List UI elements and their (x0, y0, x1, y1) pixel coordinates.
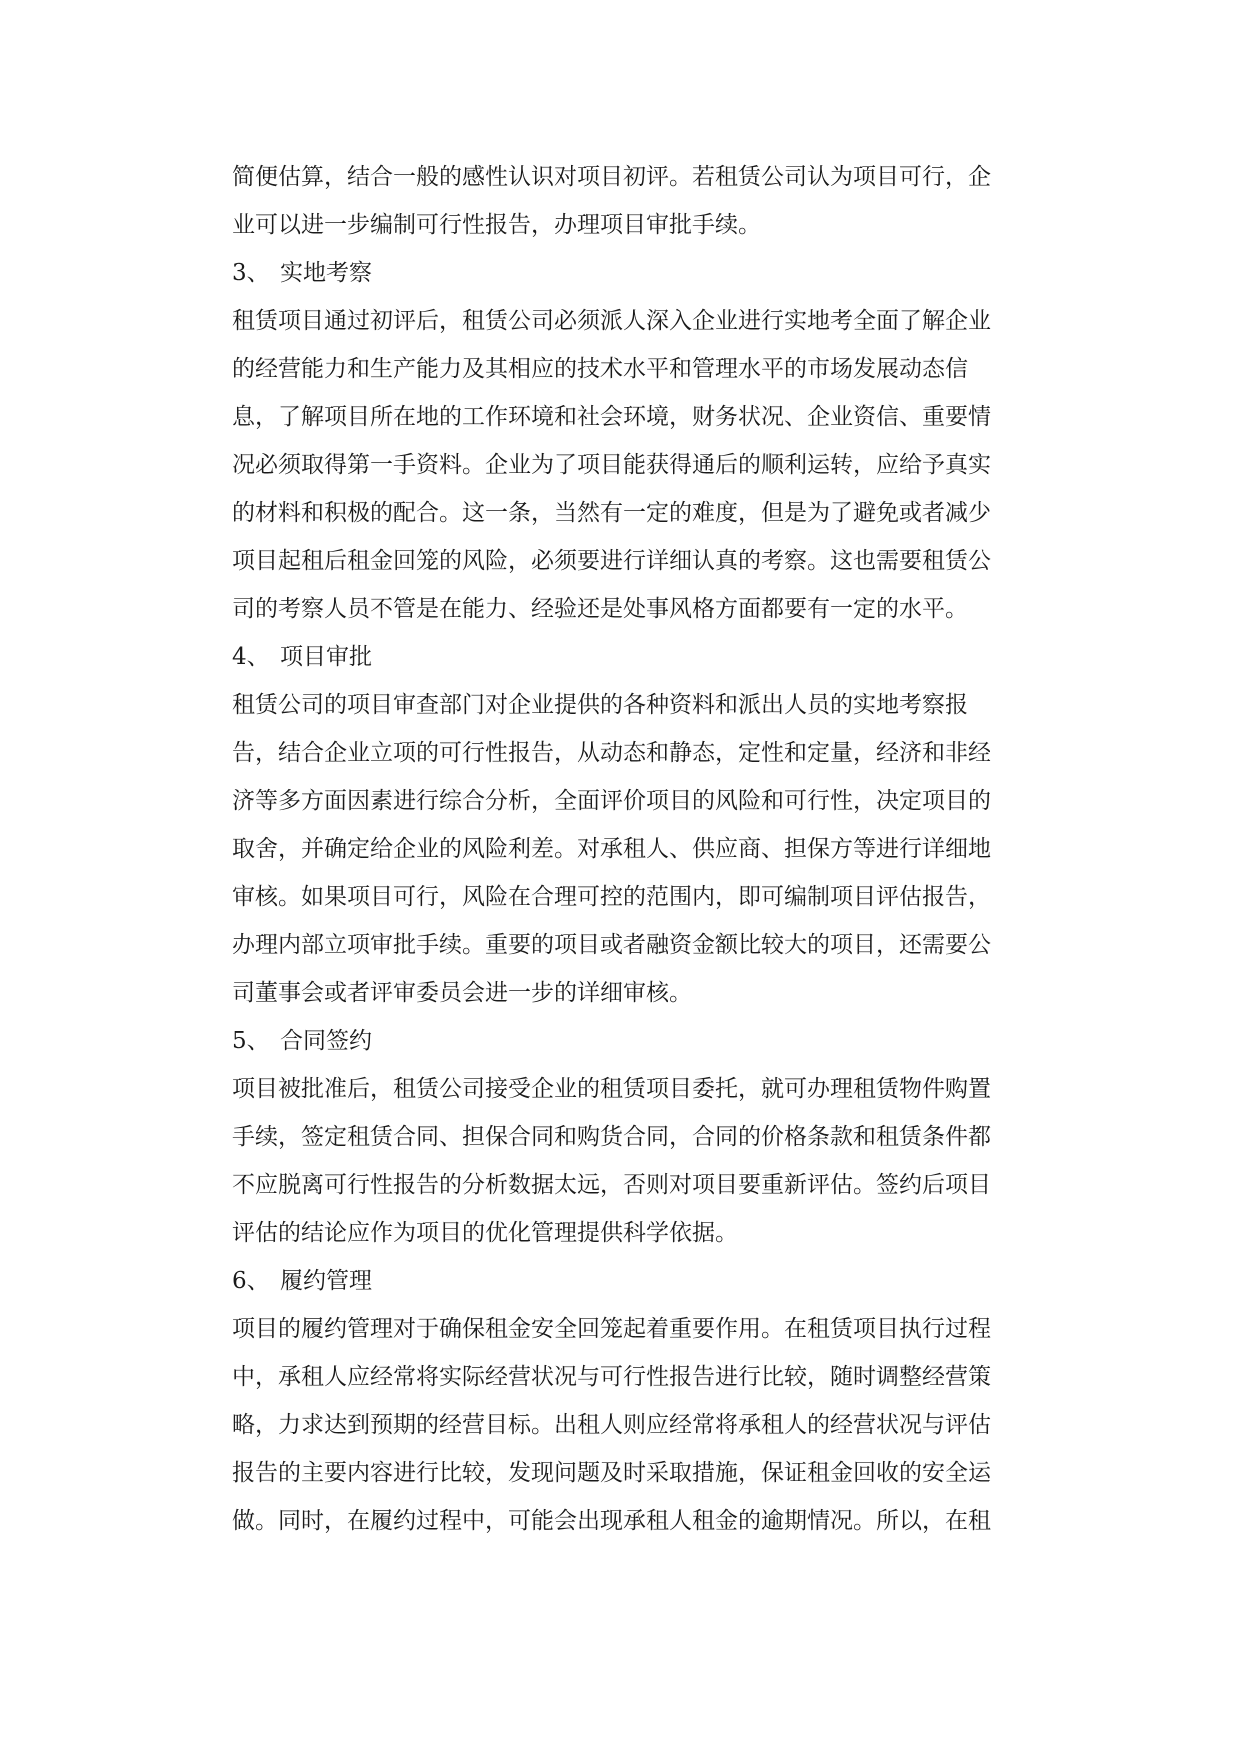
section-number: 6、 (232, 1268, 270, 1294)
text-line: 租赁项目通过初评后，租赁公司必须派人深入企业进行实地考全面了解企业 (232, 308, 991, 334)
section-heading (232, 633, 1060, 681)
section-number: 3、 (232, 260, 270, 286)
text-line: 司的考察人员不管是在能力、经验还是处事风格方面都要有一定的水平。 (232, 596, 968, 622)
paragraph (232, 1065, 1060, 1257)
text-line: 办理内部立项审批手续。重要的项目或者融资金额比较大的项目，还需要公 (232, 932, 991, 958)
section-heading (232, 249, 1060, 297)
text-line: 济等多方面因素进行综合分析，全面评价项目的风险和可行性，决定项目的 (232, 788, 991, 814)
text-line: 做。同时，在履约过程中，可能会出现承租人租金的逾期情况。所以，在租 (232, 1508, 991, 1534)
text-line: 租赁公司的项目审查部门对企业提供的各种资料和派出人员的实地考察报 (232, 692, 968, 718)
text-line: 简便估算，结合一般的感性认识对项目初评。若租赁公司认为项目可行，企 (232, 164, 991, 190)
paragraph (232, 297, 1060, 633)
text-line: 审核。如果项目可行，风险在合理可控的范围内，即可编制项目评估报告， (232, 884, 991, 910)
paragraph (232, 681, 1060, 1017)
text-line: 告，结合企业立项的可行性报告，从动态和静态，定性和定量，经济和非经 (232, 740, 991, 766)
section-title: 项目审批 (280, 644, 372, 670)
text-line: 手续，签定租赁合同、担保合同和购货合同，合同的价格条款和租赁条件都 (232, 1124, 991, 1150)
text-line: 中，承租人应经常将实际经营状况与可行性报告进行比较，随时调整经营策 (232, 1364, 991, 1390)
section-title: 履约管理 (280, 1268, 372, 1294)
text-line: 项目被批准后，租赁公司接受企业的租赁项目委托，就可办理租赁物件购置 (232, 1076, 991, 1102)
text-line: 不应脱离可行性报告的分析数据太远，否则对项目要重新评估。签约后项目 (232, 1172, 991, 1198)
text-line: 略，力求达到预期的经营目标。出租人则应经常将承租人的经营状况与评估 (232, 1412, 991, 1438)
document-body (232, 153, 1060, 1545)
paragraph (232, 1305, 1060, 1545)
text-line: 的经营能力和生产能力及其相应的技术水平和管理水平的市场发展动态信 (232, 356, 968, 382)
text-line: 评估的结论应作为项目的优化管理提供科学依据。 (232, 1220, 738, 1246)
paragraph (232, 153, 1060, 249)
section-title: 实地考察 (280, 260, 372, 286)
section-heading (232, 1257, 1060, 1305)
text-line: 司董事会或者评审委员会进一步的详细审核。 (232, 980, 692, 1006)
text-line: 报告的主要内容进行比较，发现问题及时采取措施，保证租金回收的安全运 (232, 1460, 991, 1486)
text-line: 的材料和积极的配合。这一条，当然有一定的难度，但是为了避免或者减少 (232, 500, 991, 526)
text-line: 取舍，并确定给企业的风险利差。对承租人、供应商、担保方等进行详细地 (232, 836, 991, 862)
section-number: 5、 (232, 1028, 270, 1054)
text-line: 况必须取得第一手资料。企业为了项目能获得通后的顺利运转，应给予真实 (232, 452, 991, 478)
section-number: 4、 (232, 644, 270, 670)
text-line: 息，了解项目所在地的工作环境和社会环境，财务状况、企业资信、重要情 (232, 404, 991, 430)
section-title: 合同签约 (280, 1028, 372, 1054)
text-line: 业可以进一步编制可行性报告，办理项目审批手续。 (232, 212, 761, 238)
text-line: 项目起租后租金回笼的风险，必须要进行详细认真的考察。这也需要租赁公 (232, 548, 991, 574)
section-heading (232, 1017, 1060, 1065)
text-line: 项目的履约管理对于确保租金安全回笼起着重要作用。在租赁项目执行过程 (232, 1316, 991, 1342)
